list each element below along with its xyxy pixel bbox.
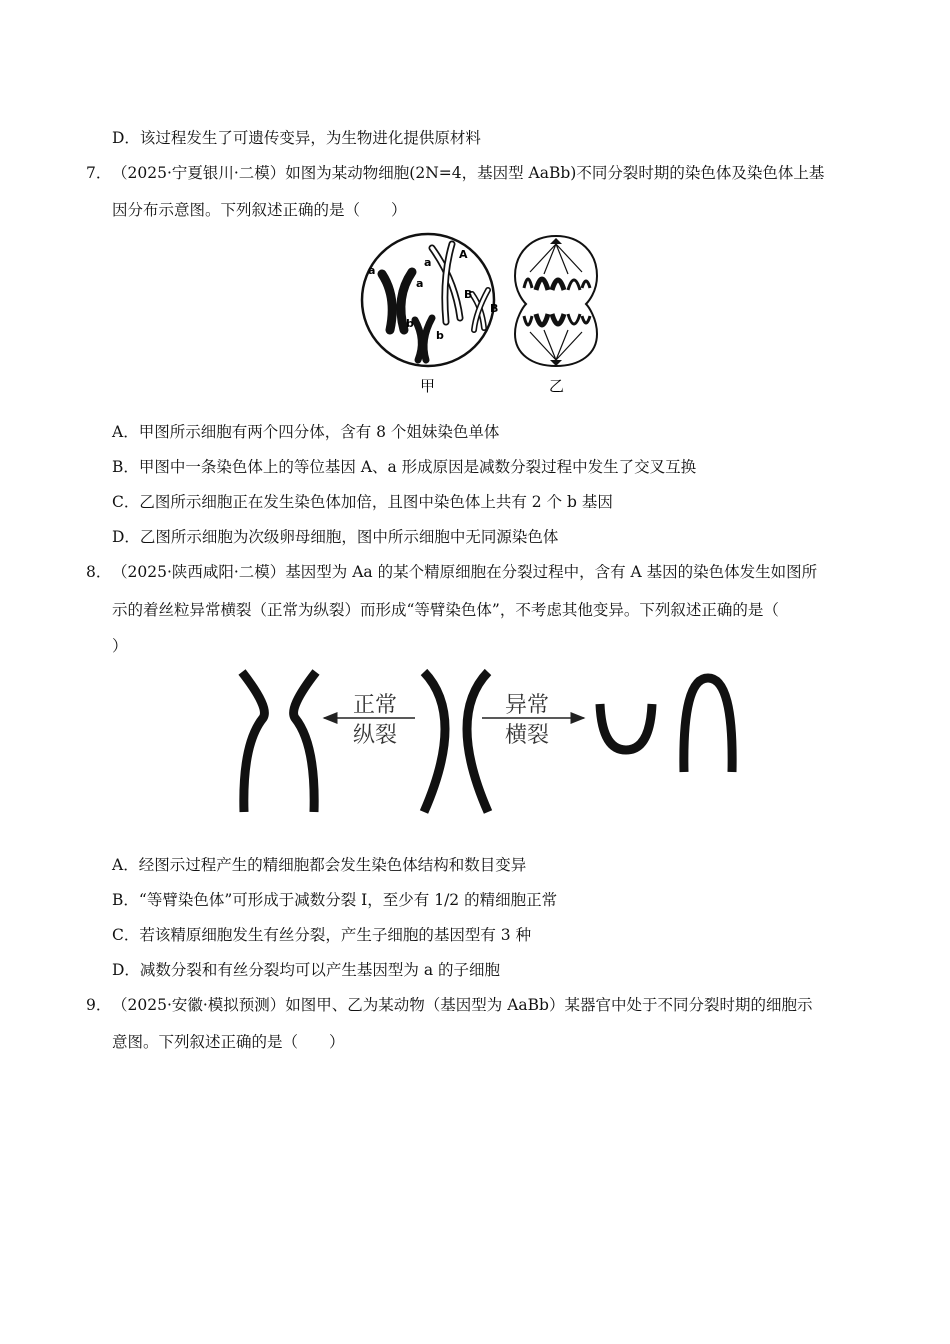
gene-label-b: b <box>406 317 414 330</box>
cell-yi <box>515 236 597 395</box>
cell-jia <box>362 234 498 395</box>
q7-option-c: C．乙图所示细胞正在发生染色体加倍，且图中染色体上共有 2 个 b 基因 <box>112 493 613 511</box>
q7-stem-line1: （2025·宁夏银川·二模）如图为某动物细胞(2N=4，基因型 AaBb)不同分裂时期的染色体及染色体上基 <box>112 164 825 182</box>
q8-option-a: A．经图示过程产生的精细胞都会发生染色体结构和数目变异 <box>112 856 527 874</box>
q8-stem-line2: 示的着丝粒异常横裂（正常为纵裂）而形成“等臂染色体”，不考虑其他变异。下列叙述正确的是（ <box>112 601 779 619</box>
q7-stem-line2: 因分布示意图。下列叙述正确的是（ ） <box>112 201 407 219</box>
q8-figure <box>230 664 750 816</box>
cell-jia-label: 甲 <box>420 377 436 395</box>
left-arrow-label-top: 正常 <box>353 693 398 718</box>
normal-chromosome <box>424 672 488 812</box>
right-arrow-label-bottom: 横裂 <box>505 723 550 748</box>
q8-option-b: B．“等臂染色体”可形成于减数分裂 Ⅰ，至少有 1/2 的精细胞正常 <box>112 891 558 909</box>
gene-label-a: a <box>368 264 376 277</box>
q7-option-a: A．甲图所示细胞有两个四分体，含有 8 个姐妹染色单体 <box>112 423 500 441</box>
q7-number: 7． <box>86 164 112 182</box>
q8-stem-line3: ） <box>112 637 128 655</box>
q8-number: 8． <box>86 563 112 581</box>
gene-label-A: A <box>459 248 468 261</box>
gene-label-b: b <box>436 329 444 342</box>
q9-stem-line1: （2025·安徽·模拟预测）如图甲、乙为某动物（基因型为 AaBb）某器官中处于不同分裂时期的细胞示 <box>112 996 813 1014</box>
left-arrow-label-bottom: 纵裂 <box>353 723 398 748</box>
gene-label-a: a <box>416 277 424 290</box>
q8-option-c: C．若该精原细胞发生有丝分裂，产生子细胞的基因型有 3 种 <box>112 926 532 944</box>
isochromosomes <box>600 678 732 772</box>
q7-figure <box>360 232 610 397</box>
q7-option-b: B．甲图中一条染色体上的等位基因 A、a 形成原因是减数分裂过程中发生了交叉互换 <box>112 458 697 476</box>
gene-label-a: a <box>424 256 432 269</box>
q8-stem-line1: （2025·陕西咸阳·二模）基因型为 Aa 的某个精原细胞在分裂过程中，含有 A 基因的染色体发生如图所 <box>112 563 818 581</box>
right-arrow-label-top: 异常 <box>505 693 550 718</box>
gene-label-B: B <box>464 288 473 301</box>
longitudinal-split-chromatids <box>242 672 316 812</box>
q9-number: 9． <box>86 996 112 1014</box>
q6-option-d: D．该过程发生了可遗传变异，为生物进化提供原材料 <box>112 129 481 147</box>
gene-label-B: B <box>490 302 499 315</box>
q9-stem-line2: 意图。下列叙述正确的是（ ） <box>112 1033 345 1051</box>
q7-option-d: D．乙图所示细胞为次级卵母细胞，图中所示细胞中无同源染色体 <box>112 528 559 546</box>
q8-option-d: D．减数分裂和有丝分裂均可以产生基因型为 a 的子细胞 <box>112 961 501 979</box>
cell-yi-label: 乙 <box>549 377 565 395</box>
